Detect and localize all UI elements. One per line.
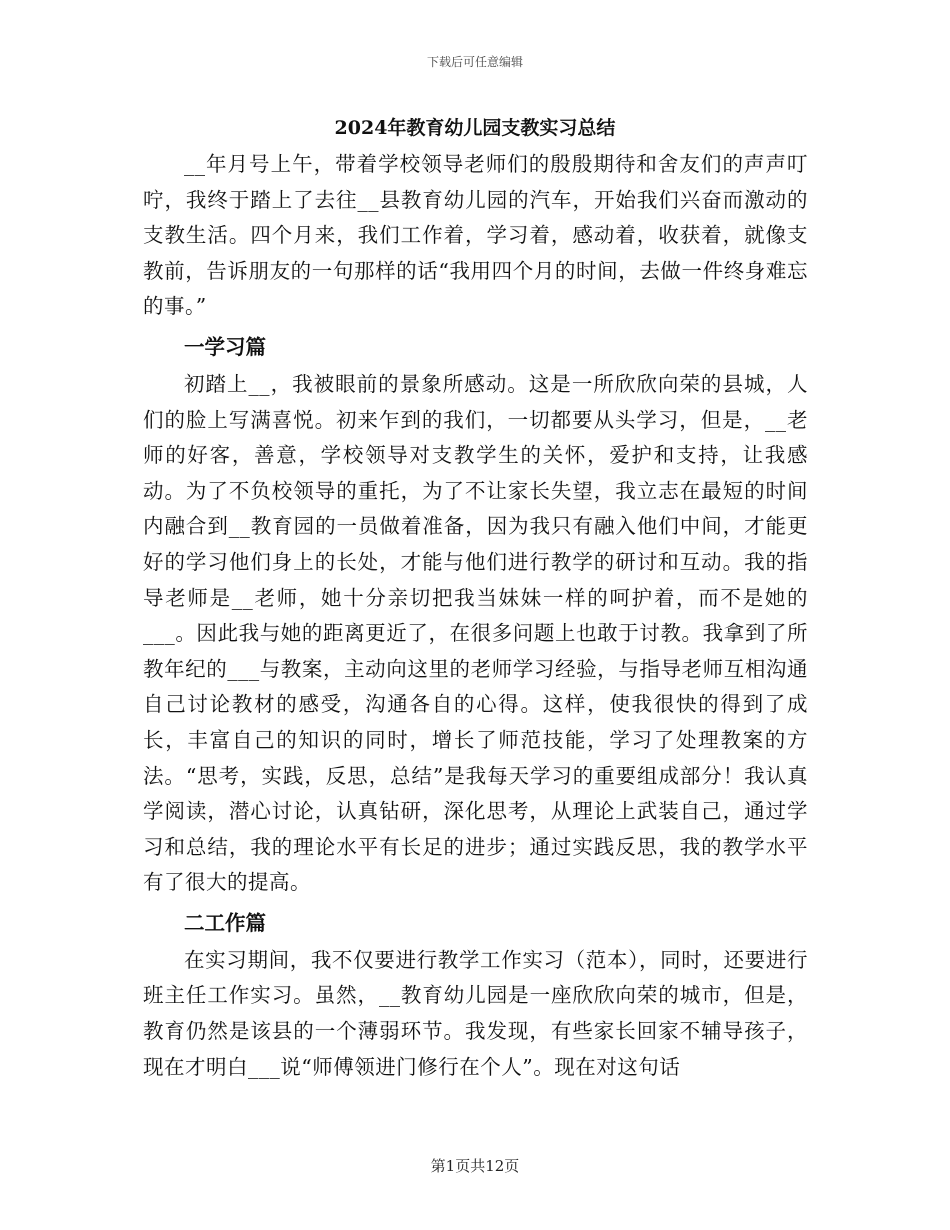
document-body — [143, 147, 808, 1085]
section-paragraph-work: 在实习期间，我不仅要进行教学工作实习（范本），同时，还要进行班主任工作实习。虽然，__教育幼儿园是一座欣欣向荣的城市，但是，教育仍然是该县的一个薄弱环节。我发现，有些家长回家不辅导孩子，现在才明白___说“师傅领进门修行在个人”。现在对这句话 — [143, 947, 808, 1079]
intro-paragraph: __年月号上午，带着学校领导老师们的殷殷期待和舍友们的声声叮咛，我终于踏上了去往__县教育幼儿园的汽车，开始我们兴奋而激动的支教生活。四个月来，我们工作着，学习着，感动着，收获着，就像支教前，告诉朋友的一句那样的话“我用四个月的时间，去做一件终身难忘的事。” — [143, 152, 808, 319]
page-header-note: 下载后可任意编辑 — [426, 55, 523, 69]
section-heading-work: 二工作篇 — [184, 910, 266, 935]
document-title: 2024年教育幼儿园支教实习总结 — [334, 117, 616, 139]
section-paragraph-study: 初踏上__，我被眼前的景象所感动。这是一所欣欣向荣的县城，人们的脸上写满喜悦。初来乍到的我们，一切都要从头学习，但是，__老师的好客，善意，学校领导对支教学生的关怀，爱护和支持，让我感动。为了不负校领导的重托，为了不让家长失望，我立志在最短的时间内融合到__教育园的一员做着准备，因为我只有融入他们中间，才能更好的学习他们身上的长处，才能与他们进行教学的研讨和互动。我的指导老师是__老师，她十分亲切把我当妹妹一样的呵护着，而不是她的___。因此我与她的距离更近了，在很多问题上也敢于讨教。我拿到了所教年纪的___与教案，主动向这里的老师学习经验，与指导老师互相沟通自己讨论教材的感受，沟通各自的心得。这样，使我很快的得到了成长，丰富自己的知识的同时，增长了师范技能，学习了处理教案的方法。“思考，实践，反思，总结”是我每天学习的重要组成部分！我认真学阅读，潜心讨论，认真钻研，深化思考，从理论上武装自己，通过学习和总结，我的理论水平有长足的进步；通过实践反思，我的教学水平有了很大的提高。 — [143, 371, 808, 895]
section-heading-study: 一学习篇 — [184, 334, 266, 359]
page-footer-number: 第1页共12页 — [430, 1157, 520, 1175]
